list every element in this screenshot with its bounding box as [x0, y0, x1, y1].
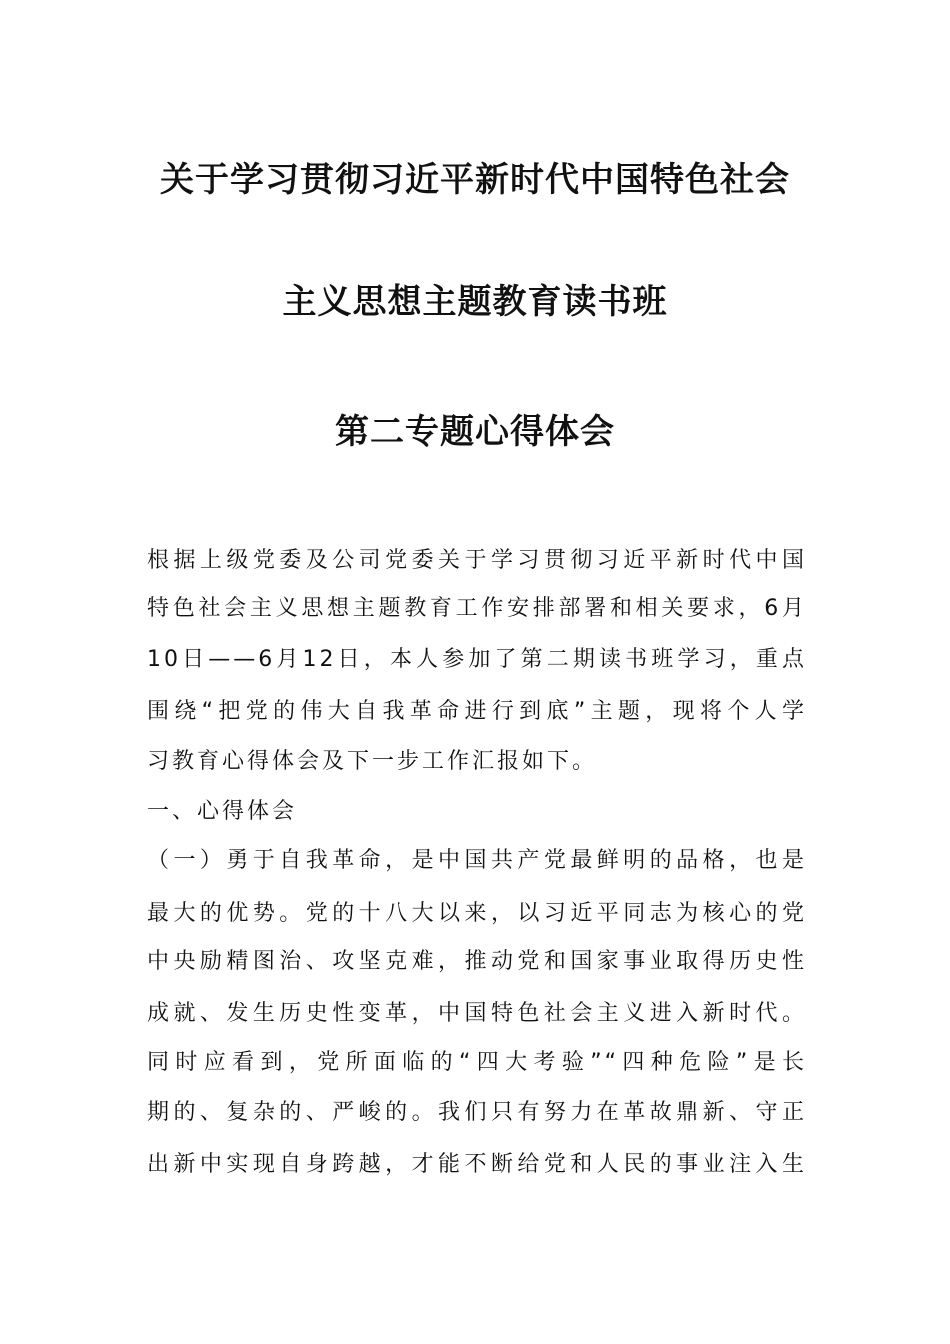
section-heading: 一、心得体会	[147, 799, 298, 824]
body-line-12: 期的、复杂的、严峻的。我们只有努力在革故鼎新、守正	[147, 1100, 807, 1125]
body-line-2: 特色社会主义思想主题教育工作安排部署和相关要求，6月	[147, 596, 807, 621]
body-line-4: 围绕“把党的伟大自我革命进行到底”主题，现将个人学	[147, 699, 807, 724]
body-line-5: 习教育心得体会及下一步工作汇报如下。	[147, 749, 598, 774]
body-line-13: 出新中实现自身跨越，才能不断给党和人民的事业注入生	[147, 1152, 807, 1177]
body-line-8: 最大的优势。党的十八大以来，以习近平同志为核心的党	[147, 901, 807, 926]
title-line-1: 关于学习贯彻习近平新时代中国特色社会	[160, 160, 790, 200]
body-line-1: 根据上级党委及公司党委关于学习贯彻习近平新时代中国	[147, 548, 807, 573]
title-line-2: 主义思想主题教育读书班	[282, 282, 668, 322]
body-line-9: 中央励精图治、攻坚克难，推动党和国家事业取得历史性	[147, 949, 807, 974]
title-line-3: 第二专题心得体会	[335, 412, 615, 452]
body-line-7: （一）勇于自我革命，是中国共产党最鲜明的品格，也是	[147, 848, 807, 873]
body-line-10: 成就、发生历史性变革，中国特色社会主义进入新时代。	[147, 1001, 807, 1026]
body-line-11: 同时应看到，党所面临的“四大考验”“四种危险”是长	[147, 1050, 807, 1075]
body-line-3: 10日——6月12日，本人参加了第二期读书班学习，重点	[147, 647, 807, 672]
